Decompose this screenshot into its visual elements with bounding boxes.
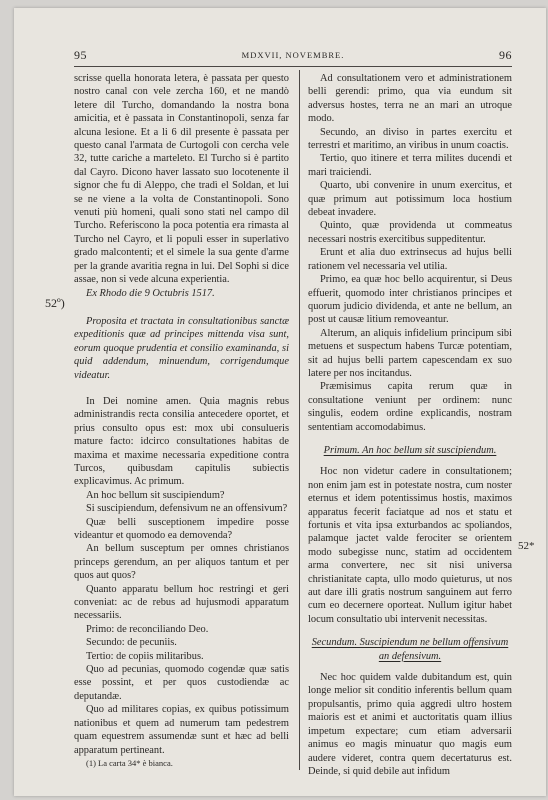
page-number-right: 96 <box>499 48 512 62</box>
footnote: (1) La carta 34* è bianca. <box>86 757 173 768</box>
page-number-left: 95 <box>74 48 87 62</box>
paragraph: Primo, ea quæ hoc bello acquirentur, si Deus effuerit, quomodo inter christianos principes et quorum judicio dividenda, et ante ne bellum, an post ut causæ litium removeantur. <box>308 274 512 326</box>
right-column <box>308 72 512 778</box>
list-item: Quanto apparatu bellum hoc restringi et geri conveniat: ac de rebus ad hujusmodi apparatum necessariis. <box>74 583 289 622</box>
list-item: Si suscipiendum, defensivum ne an offensivum? <box>86 503 288 515</box>
list-item: Quæ belli susceptionem impedire posse videantur et quomodo ea demovenda? <box>74 516 289 541</box>
section-heading: Secundum. Suscipiendum ne bellum offensivum an defensivum. <box>311 637 509 662</box>
left-column <box>74 72 289 770</box>
paragraph: Quinto, quæ providenda ut commeatus necessari nostris exercitibus suppeditentur. <box>308 220 512 245</box>
section-heading: Primum. An hoc bellum sit suscipiendum. <box>323 444 497 456</box>
paragraph: Nec hoc quidem valde dubitandum est, quin longe melior sit conditio inferentis bellum quam propulsantis, primo quia aggredi ultro hostem maioris est et animi et auctoritatis quam illius impetum expectare; cum etiam adversarii animus eo magis minuatur quo magis eum audere videret, contra quem decertaturus est. Deinde, si quid debile aut infidum <box>308 672 512 777</box>
paragraph: Præmisimus capita rerum quæ in consultatione veniunt per ordinem: nunc singulis, eodem ordine explicandis, nostram sententiam accomodabimus. <box>308 381 512 433</box>
running-header <box>74 48 512 62</box>
list-item: Secundo: de pecuniis. <box>86 637 177 649</box>
list-item: Tertio: de copiis militaribus. <box>86 650 204 662</box>
document-heading: Proposita et tractata in consultationibus sanctæ expeditionis quæ ad principes mittenda visa sunt, eorum quoque prudentia et consilio examinanda, si quid addendum, minuendum, corrigendumque videatur. <box>74 315 289 381</box>
paragraph: scrisse quella honorata letera, è passata per questo nostro canal con vele zercha 160, et ne mandò letere dil Turcho, domandando la nostra bona amicitia, et è passata in Constantinopoli, senza far alcuna lesione. Et a li 6 dil presente è passata per questo canal l'armata de Curtogoli con cercha vele 32, tutte cariche a marteleto. El Turcho si è partito dal Cayro. Dicono haver lassato suo locotenente il signor che fu di Aleppo, che tradì el Soldan, et lui se ne viene a la volta de Constantinopoli. Sono venuti più homeni, quali sono stati nel campo dil Turcho. Referiscono la poca potentia era rimasta al Turcho nel Cayro, et li populi esser in superlativo grado malcontenti; et el simele la sua gente d'arme per la grande avaritia regna in lui. Del Sophi si dice assae, non si vede alcuna experientia. <box>74 73 289 286</box>
paragraph: Ad consultationem vero et administrationem belli gerendi: primo, qua via eundum sit adversus hostes, terra ne an mari an utroque modo. <box>308 73 512 125</box>
paragraph: In Dei nomine amen. Quia magnis rebus administrandis recta consilia antecedere oportet, et prius consulto opus est: mox ubi consulueris mature facto: idcirco consultationes habitas de maxima et maxime necessaria expeditione contra Turcos, quibusdam capitulis subiectis explicavimus. Ac primum. <box>74 395 289 488</box>
list-item: Quo ad militares copias, ex quibus potissimum nationibus et quem ad numerum tam pedestrem quam equestrem assumendæ sunt et hæc ad belli apparatum pertineant. <box>74 704 289 756</box>
list-item: An bellum susceptum per omnes christianos princeps gerendum, an per aliquos tantum et per quos aut quos? <box>74 543 289 582</box>
column-divider <box>299 70 300 770</box>
place-date: Ex Rhodo die 9 Octubris 1517. <box>86 287 215 299</box>
paragraph: Erunt et alia duo extrinsecus ad hujus belli rationem vel necessaria vel utilia. <box>308 247 512 272</box>
marginal-number-right: 52* <box>518 540 535 552</box>
paragraph: Secundo, an diviso in partes exercitu et terrestri et maritimo, an viribus in unum coactis. <box>308 126 512 152</box>
header-rule <box>74 66 512 67</box>
running-title: MDXVII, NOVEMBRE. <box>241 50 345 60</box>
list-item: An hoc bellum sit suscipiendum? <box>86 489 225 501</box>
marginal-number-left: 52º) <box>45 296 65 310</box>
list-item: Primo: de reconciliando Deo. <box>86 623 209 635</box>
paragraph: Quarto, ubi convenire in unum exercitus, et quæ primum aut potissimum loca hostium debeat invadere. <box>308 180 512 219</box>
paragraph: Alterum, an aliquis infidelium principum sibi metuens et suspectum habens Turcæ potentiam, sit ad hujus belli partem capescendam ex suo latere per nos incitandus. <box>308 327 512 379</box>
list-item: Quo ad pecunias, quomodo cogendæ quæ satis esse possint, et per quos custodiendæ ac deputandæ. <box>74 664 289 702</box>
paragraph: Tertio, quo itinere et terra milites ducendi et mari traiciendi. <box>308 153 512 178</box>
paragraph: Hoc non videtur cadere in consultationem; non enim jam est in potestate nostra, cum noster eternus et idem potentissimus hostis, maximos apparatus fecerit faciatque ad nos et statu et fortunis et vita ipsa exturbandos ac spoliandos, palamque jactet valde ferociter se orientem modo subegisse nunc, statim ad occidentem arma convertere, nec sit nisi universa christianitate capta, ullo modo quieturus, ut nos aut dare illi gratis nostrum sanguinem aut ferro cum eo decernere oporteat. Nullum igitur habet locum consultatio ubi intervenit necessitas. <box>308 466 512 625</box>
